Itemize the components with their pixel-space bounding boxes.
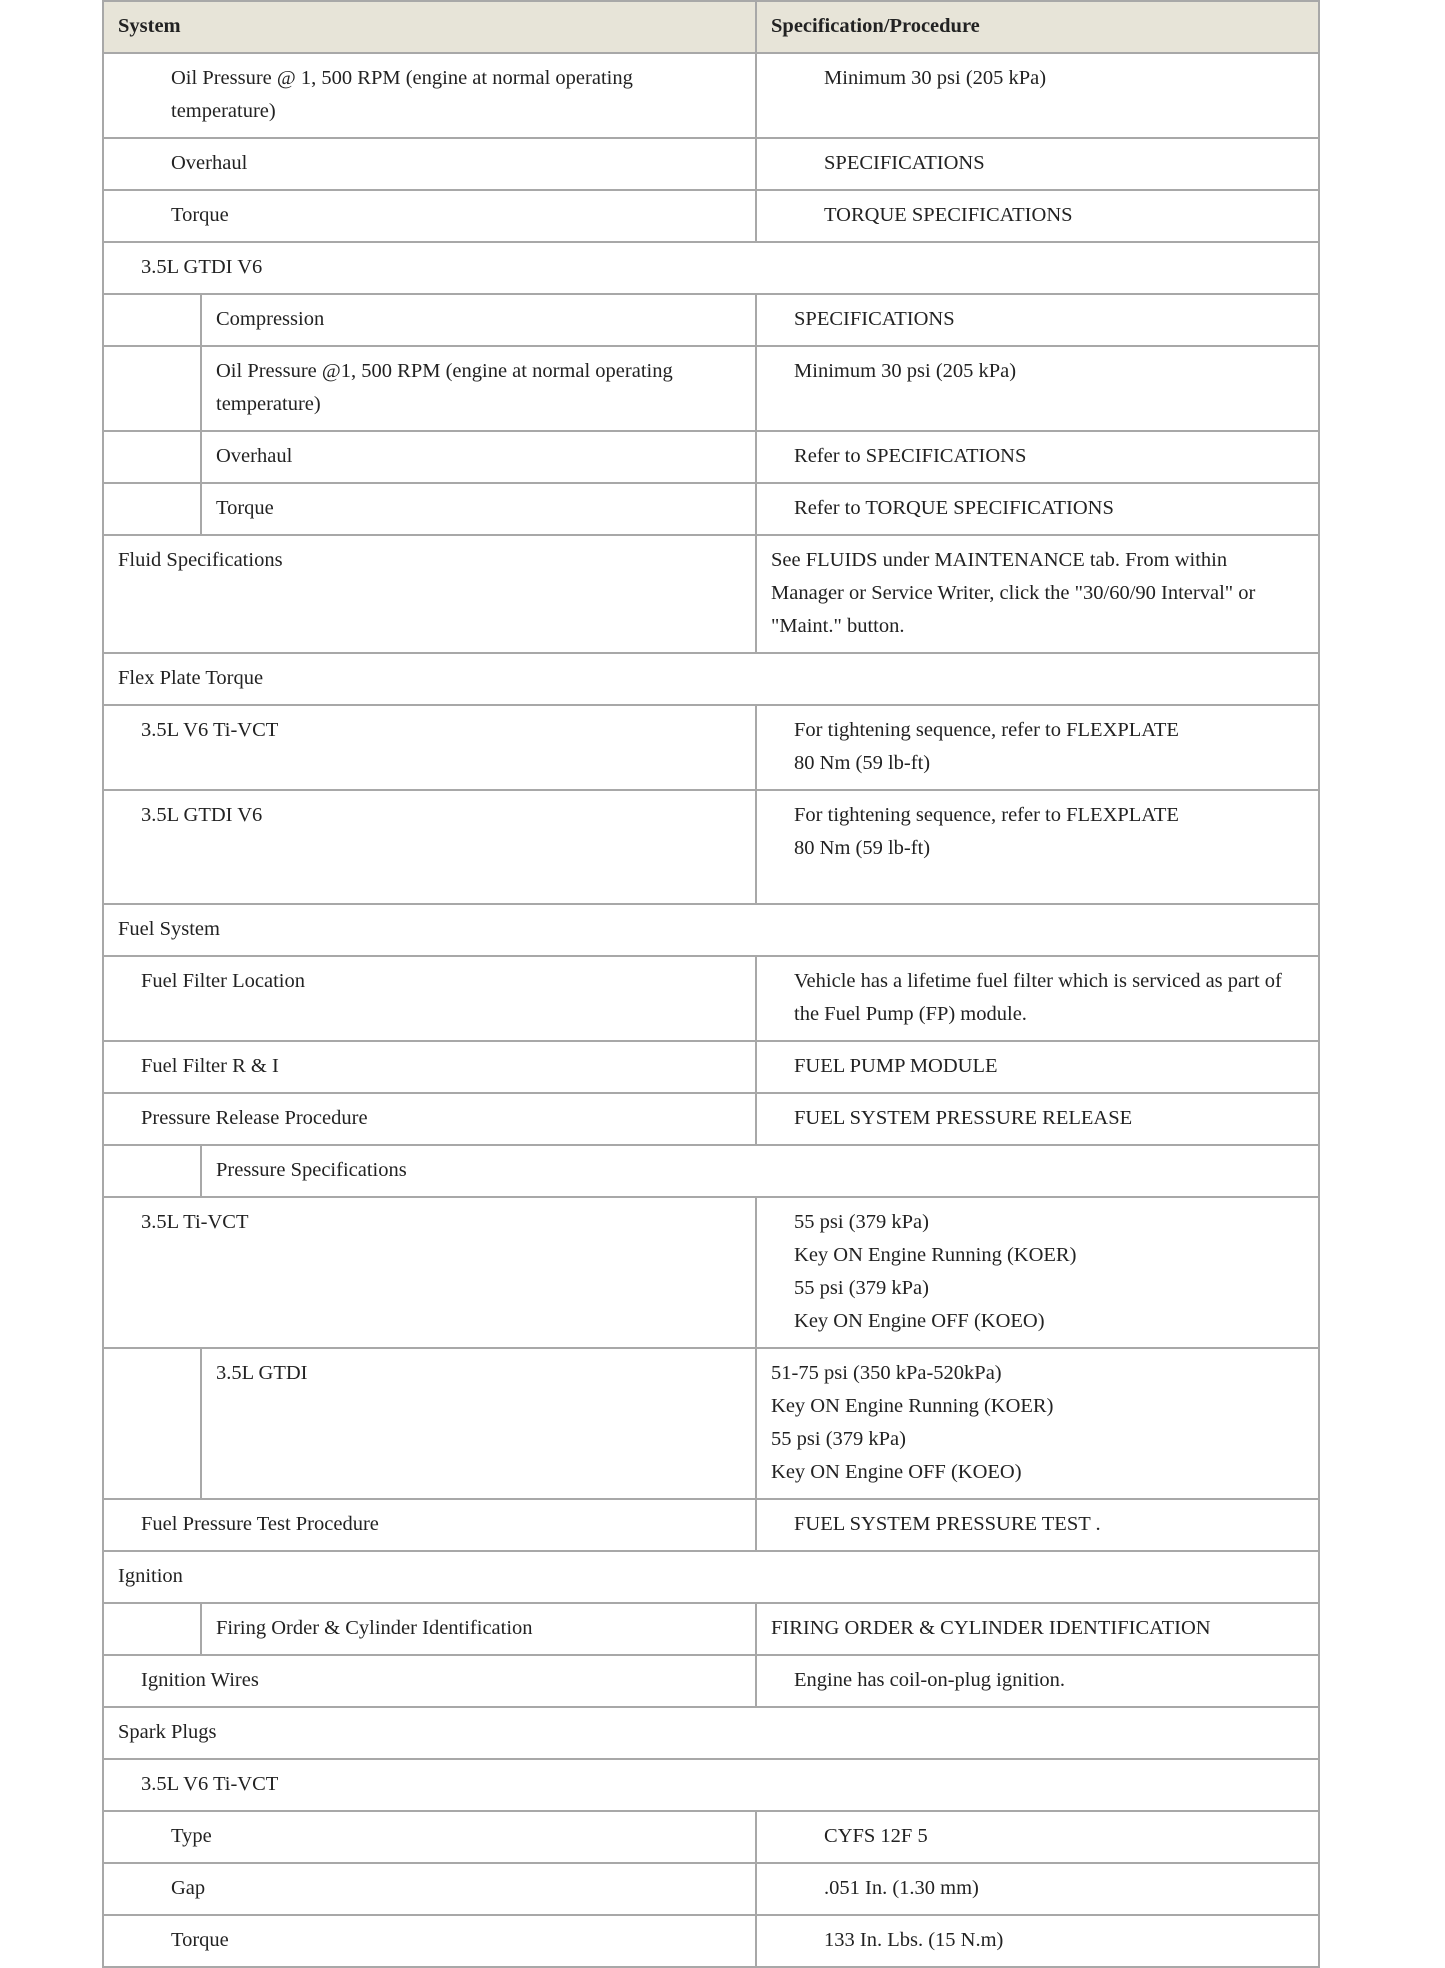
table-row bbox=[103, 1551, 1319, 1603]
specification-line: CYFS 12F 5 bbox=[824, 1825, 928, 1847]
header-system: System bbox=[103, 1, 756, 53]
system-cell: 3.5L Ti-VCT bbox=[103, 1197, 756, 1348]
system-cell: Gap bbox=[103, 1863, 756, 1915]
specification-cell bbox=[756, 1093, 1319, 1145]
indent-cell bbox=[103, 1145, 201, 1197]
specification-line: Engine has coil-on-plug ignition. bbox=[794, 1669, 1066, 1691]
specification-line: FUEL SYSTEM PRESSURE TEST . bbox=[794, 1513, 1101, 1535]
section-label: Ignition bbox=[103, 1551, 1319, 1603]
table-row bbox=[103, 294, 1319, 346]
indent-cell bbox=[103, 483, 201, 535]
section-label: 3.5L GTDI V6 bbox=[103, 242, 1319, 294]
indent-cell bbox=[103, 431, 201, 483]
specification-line: SPECIFICATIONS bbox=[824, 152, 985, 174]
specification-line: 133 In. Lbs. (15 N.m) bbox=[824, 1929, 1004, 1951]
table-row bbox=[103, 1145, 1319, 1197]
system-cell: Torque bbox=[103, 190, 756, 242]
specification-line: 51-75 psi (350 kPa-520kPa) bbox=[771, 1362, 1002, 1384]
table-row bbox=[103, 242, 1319, 294]
specification-cell bbox=[756, 294, 1319, 346]
specification-line: For tightening sequence, refer to FLEXPLATE bbox=[794, 719, 1179, 741]
system-cell: Firing Order & Cylinder Identification bbox=[201, 1603, 756, 1655]
specification-table bbox=[102, 0, 1320, 1968]
table-row bbox=[103, 705, 1319, 790]
system-cell: Fuel Filter R & I bbox=[103, 1041, 756, 1093]
system-cell: Ignition Wires bbox=[103, 1655, 756, 1707]
specification-line: Vehicle has a lifetime fuel filter which is serviced as part of the Fuel Pump (FP) module. bbox=[794, 970, 1282, 1025]
table-row bbox=[103, 956, 1319, 1041]
specification-cell bbox=[756, 53, 1319, 138]
table-row bbox=[103, 1348, 1319, 1499]
system-cell: 3.5L V6 Ti-VCT bbox=[103, 705, 756, 790]
specification-cell bbox=[756, 190, 1319, 242]
table-row bbox=[103, 790, 1319, 904]
table-row bbox=[103, 1707, 1319, 1759]
indent-cell bbox=[103, 1348, 201, 1499]
system-cell: Pressure Release Procedure bbox=[103, 1093, 756, 1145]
table-row bbox=[103, 1603, 1319, 1655]
specification-line: Key ON Engine Running (KOER) bbox=[794, 1244, 1077, 1266]
specification-cell bbox=[756, 705, 1319, 790]
table-row bbox=[103, 53, 1319, 138]
specification-line: Key ON Engine Running (KOER) bbox=[771, 1395, 1054, 1417]
system-cell: Fuel Pressure Test Procedure bbox=[103, 1499, 756, 1551]
system-cell: 3.5L GTDI bbox=[201, 1348, 756, 1499]
specification-cell bbox=[756, 1811, 1319, 1863]
table-row bbox=[103, 1093, 1319, 1145]
section-label: Flex Plate Torque bbox=[103, 653, 1319, 705]
system-cell: Overhaul bbox=[103, 138, 756, 190]
specification-line: Refer to SPECIFICATIONS bbox=[794, 445, 1027, 467]
specification-line: FUEL PUMP MODULE bbox=[794, 1055, 998, 1077]
specification-cell bbox=[756, 1041, 1319, 1093]
table-row bbox=[103, 535, 1319, 653]
subsection-label: Pressure Specifications bbox=[201, 1145, 1319, 1197]
specification-cell bbox=[756, 1603, 1319, 1655]
system-cell: Torque bbox=[103, 1915, 756, 1967]
specification-line: FIRING ORDER & CYLINDER IDENTIFICATION bbox=[771, 1617, 1211, 1639]
table-row bbox=[103, 1915, 1319, 1967]
specification-cell bbox=[756, 431, 1319, 483]
table-row bbox=[103, 431, 1319, 483]
specification-line: TORQUE SPECIFICATIONS bbox=[824, 204, 1073, 226]
specification-cell bbox=[756, 535, 1319, 653]
specification-cell bbox=[756, 956, 1319, 1041]
table-row bbox=[103, 904, 1319, 956]
system-cell: Compression bbox=[201, 294, 756, 346]
table-row bbox=[103, 138, 1319, 190]
specification-line: See FLUIDS under MAINTENANCE tab. From within Manager or Service Writer, click the "30/60/90 Interval" or "Maint." button. bbox=[771, 549, 1256, 637]
table-row bbox=[103, 1759, 1319, 1811]
table-row bbox=[103, 1499, 1319, 1551]
system-cell: Oil Pressure @ 1, 500 RPM (engine at normal operating temperature) bbox=[103, 53, 756, 138]
specification-line: Minimum 30 psi (205 kPa) bbox=[824, 67, 1047, 89]
specification-cell bbox=[756, 790, 1319, 904]
header-specification: Specification/Procedure bbox=[756, 1, 1319, 53]
table-row bbox=[103, 483, 1319, 535]
specification-line: .051 In. (1.30 mm) bbox=[824, 1877, 979, 1899]
table-row bbox=[103, 653, 1319, 705]
specification-line: 55 psi (379 kPa) bbox=[771, 1428, 906, 1450]
system-cell: Overhaul bbox=[201, 431, 756, 483]
table-row bbox=[103, 1041, 1319, 1093]
system-cell: Fuel Filter Location bbox=[103, 956, 756, 1041]
section-label: Fuel System bbox=[103, 904, 1319, 956]
system-cell: Fluid Specifications bbox=[103, 535, 756, 653]
specification-line: 55 psi (379 kPa) bbox=[794, 1277, 929, 1299]
specification-cell bbox=[756, 483, 1319, 535]
specification-cell bbox=[756, 1915, 1319, 1967]
system-cell: 3.5L GTDI V6 bbox=[103, 790, 756, 904]
specification-line: 80 Nm (59 lb-ft) bbox=[794, 752, 931, 774]
system-cell: Oil Pressure @1, 500 RPM (engine at normal operating temperature) bbox=[201, 346, 756, 431]
specification-line: SPECIFICATIONS bbox=[794, 308, 955, 330]
specification-line: Key ON Engine OFF (KOEO) bbox=[771, 1461, 1022, 1483]
section-label: Spark Plugs bbox=[103, 1707, 1319, 1759]
specification-line: Refer to TORQUE SPECIFICATIONS bbox=[794, 497, 1114, 519]
specification-cell bbox=[756, 1863, 1319, 1915]
specification-line: 80 Nm (59 lb-ft) bbox=[794, 837, 931, 859]
specification-cell bbox=[756, 1499, 1319, 1551]
specification-line: Minimum 30 psi (205 kPa) bbox=[794, 360, 1017, 382]
section-label: 3.5L V6 Ti-VCT bbox=[103, 1759, 1319, 1811]
specification-cell bbox=[756, 1197, 1319, 1348]
specification-cell bbox=[756, 1655, 1319, 1707]
indent-cell bbox=[103, 1603, 201, 1655]
table-row bbox=[103, 1811, 1319, 1863]
table-row bbox=[103, 1863, 1319, 1915]
table-row bbox=[103, 1655, 1319, 1707]
table-row bbox=[103, 346, 1319, 431]
specification-line: For tightening sequence, refer to FLEXPLATE bbox=[794, 804, 1179, 826]
system-cell: Type bbox=[103, 1811, 756, 1863]
indent-cell bbox=[103, 346, 201, 431]
table-row bbox=[103, 1197, 1319, 1348]
table-row bbox=[103, 190, 1319, 242]
specification-line: Key ON Engine OFF (KOEO) bbox=[794, 1310, 1045, 1332]
specification-line: FUEL SYSTEM PRESSURE RELEASE bbox=[794, 1107, 1133, 1129]
system-cell: Torque bbox=[201, 483, 756, 535]
specification-cell bbox=[756, 346, 1319, 431]
table-header-row bbox=[103, 1, 1319, 53]
indent-cell bbox=[103, 294, 201, 346]
specification-cell bbox=[756, 138, 1319, 190]
specification-line: 55 psi (379 kPa) bbox=[794, 1211, 929, 1233]
specification-cell bbox=[756, 1348, 1319, 1499]
